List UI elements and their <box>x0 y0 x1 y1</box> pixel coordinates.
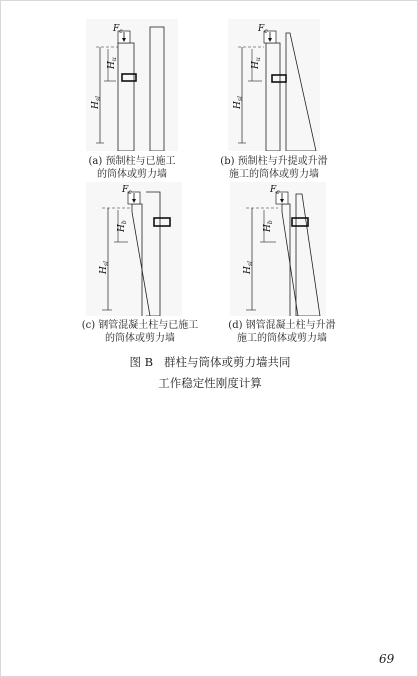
page-number: 69 <box>379 652 395 666</box>
panel-caption-c: (c) 钢管混凝土柱与已施工 的筒体或剪力墙 <box>81 320 199 344</box>
connector-c <box>154 218 170 226</box>
force-label-d: $F_c$ <box>270 185 280 196</box>
figure-panel-b <box>228 19 320 151</box>
force-label-c: $F_c$ <box>122 185 132 196</box>
figure-caption-line1: 图 B 群柱与筒体或剪力墙共同 <box>129 355 291 369</box>
connector-b <box>272 75 286 82</box>
panel-caption-a: (a) 预制柱与已施工 的筒体或剪力墙 <box>88 156 176 180</box>
h-upper-label-a: $H_u$ <box>107 57 118 69</box>
diagram-c <box>86 182 182 316</box>
diagram-b <box>228 19 320 151</box>
steel-column-c <box>132 204 150 316</box>
force-label-b: $F_c$ <box>258 24 268 35</box>
h-upper-label-c: $H_b$ <box>117 220 128 232</box>
h-lower-label-b: $H_{sl}$ <box>233 96 244 109</box>
figure-panel-c <box>86 182 182 316</box>
wall-c <box>146 192 160 316</box>
column-b <box>266 43 280 151</box>
h-upper-label-b: $H_u$ <box>251 57 262 69</box>
tapered-wall-b <box>286 33 316 151</box>
h-lower-label-c: $H_{sl}$ <box>99 261 110 274</box>
figure-caption <box>1 354 418 392</box>
force-label-a: $F_c$ <box>113 24 123 35</box>
h-lower-label-a: $H_{sl}$ <box>91 96 102 109</box>
h-upper-label-d: $H_b$ <box>263 220 274 232</box>
figure-panel-a <box>86 19 178 151</box>
column-a <box>118 43 134 151</box>
wall-a <box>150 27 164 151</box>
figure-panel-d <box>230 182 326 316</box>
tapered-wall-d <box>296 194 320 316</box>
panel-caption-b: (b) 预制柱与升提或升滑 施工的筒体或剪力墙 <box>220 156 328 180</box>
panel-caption-d: (d) 钢管混凝土柱与升滑 施工的筒体或剪力墙 <box>228 320 336 344</box>
h-lower-label-d: $H_{sl}$ <box>243 261 254 274</box>
diagram-d <box>230 182 326 316</box>
figure-caption-line2: 工作稳定性刚度计算 <box>158 376 262 390</box>
diagram-a <box>86 19 178 151</box>
